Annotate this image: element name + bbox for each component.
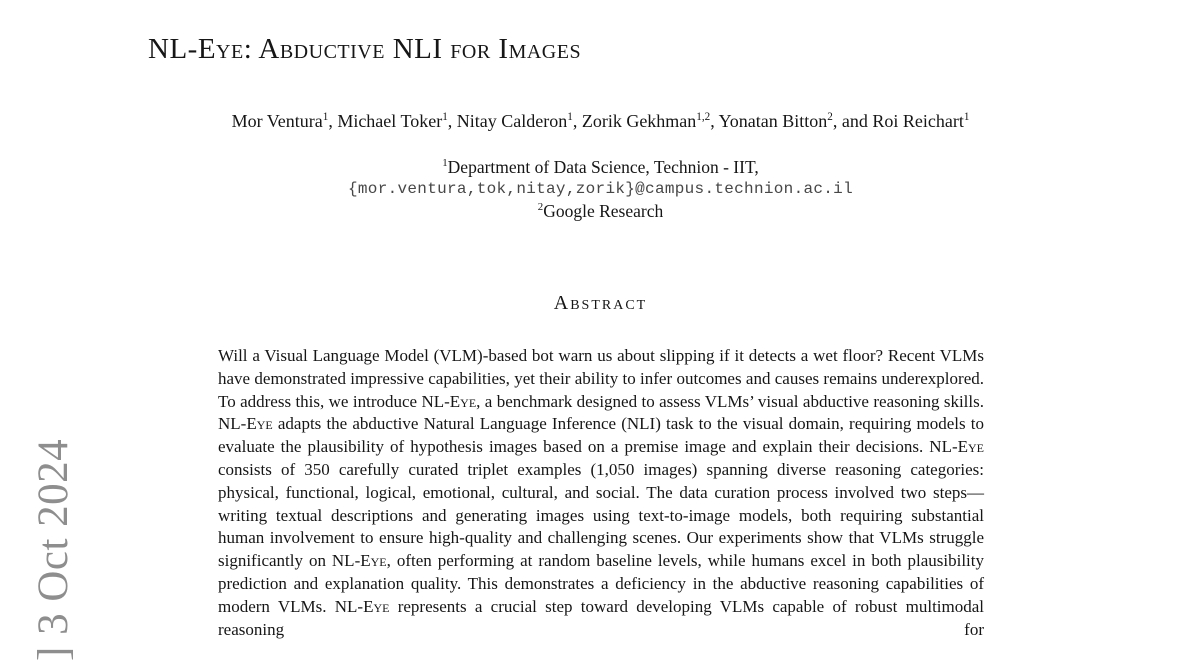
- email-line: {mor.ventura,tok,nitay,zorik}@campus.technion.ac.il: [348, 180, 853, 198]
- author: [582, 111, 719, 131]
- affiliation-org-text: Google Research: [543, 201, 664, 221]
- author-name: Roi Reichart: [872, 111, 964, 131]
- author-affiliation-sup: 1: [442, 111, 448, 123]
- affiliation-dept: [148, 156, 1053, 178]
- author-separator: ,: [328, 111, 338, 131]
- author-name: Zorik Gekhman: [581, 111, 697, 131]
- author-affiliation-sup: 1: [963, 111, 970, 123]
- affiliation-org-sup: 2: [537, 201, 544, 214]
- author: [232, 111, 338, 131]
- author-name: Michael Toker: [337, 111, 443, 131]
- author-separator: , and: [832, 111, 873, 131]
- affiliation-dept-sup: 1: [442, 157, 448, 170]
- author-separator: ,: [710, 111, 719, 131]
- paper-title: NL-Eye: Abductive NLI for Images: [148, 33, 582, 65]
- author-affiliation-sup: 1: [322, 111, 329, 123]
- abstract-text: Will a Visual Language Model (VLM)-based bot warn us about slipping if it detects a wet floor? Recent VLMs have demonstrated impressive capabilities, yet their ability to infer outcomes and causes remains underexplored. To address this, we introduce NL-Eye, a benchmark designed to assess VLMs’ visual abductive reasoning skills. NL-Eye adapts the abductive Natural Language Inference (NLI) task to the visual domain, requiring models to evaluate the plausibility of hypothesis images based on a premise image and explain their decisions. NL-Eye consists of 350 carefully curated triplet examples (1,050 images) spanning diverse reasoning categories: physical, functional, logical, emotional, cultural, and social. The data curation process involved two steps—writing textual descriptions and generating images using text-to-image models, both requiring substantial human involvement to ensure high-quality and challenging scenes. Our experiments show that VLMs struggle significantly on NL-Eye, often performing at random baseline levels, while humans excel in both plausibility prediction and explanation quality. This demonstrates a deficiency in the abductive reasoning capabilities of modern VLMs. NL-Eye represents a crucial step toward developing VLMs capable of robust multimodal reasoning for: [218, 346, 985, 639]
- author-line: [148, 111, 1053, 132]
- affiliation-block: [148, 156, 1053, 222]
- affiliation-org: [148, 200, 1053, 222]
- author-affiliation-sup: 1: [567, 111, 573, 123]
- affiliation-dept-text: Department of Data Science, Technion - IIT,: [447, 157, 759, 177]
- author-name: Nitay Calderon: [456, 111, 568, 131]
- author-name: Yonatan Bitton: [718, 111, 828, 131]
- arxiv-date-stamp: ] 3 Oct 2024: [30, 438, 77, 661]
- author: [457, 111, 582, 131]
- author-separator: ,: [447, 111, 457, 131]
- abstract-heading: Abstract: [553, 292, 648, 314]
- author: [337, 111, 456, 131]
- author-affiliation-sup: 2: [827, 111, 833, 123]
- author-affiliation-sup: 1,2: [696, 111, 711, 123]
- author-separator: ,: [572, 111, 582, 131]
- author: [719, 111, 873, 131]
- author: [872, 111, 969, 131]
- author-name: Mor Ventura: [231, 111, 323, 131]
